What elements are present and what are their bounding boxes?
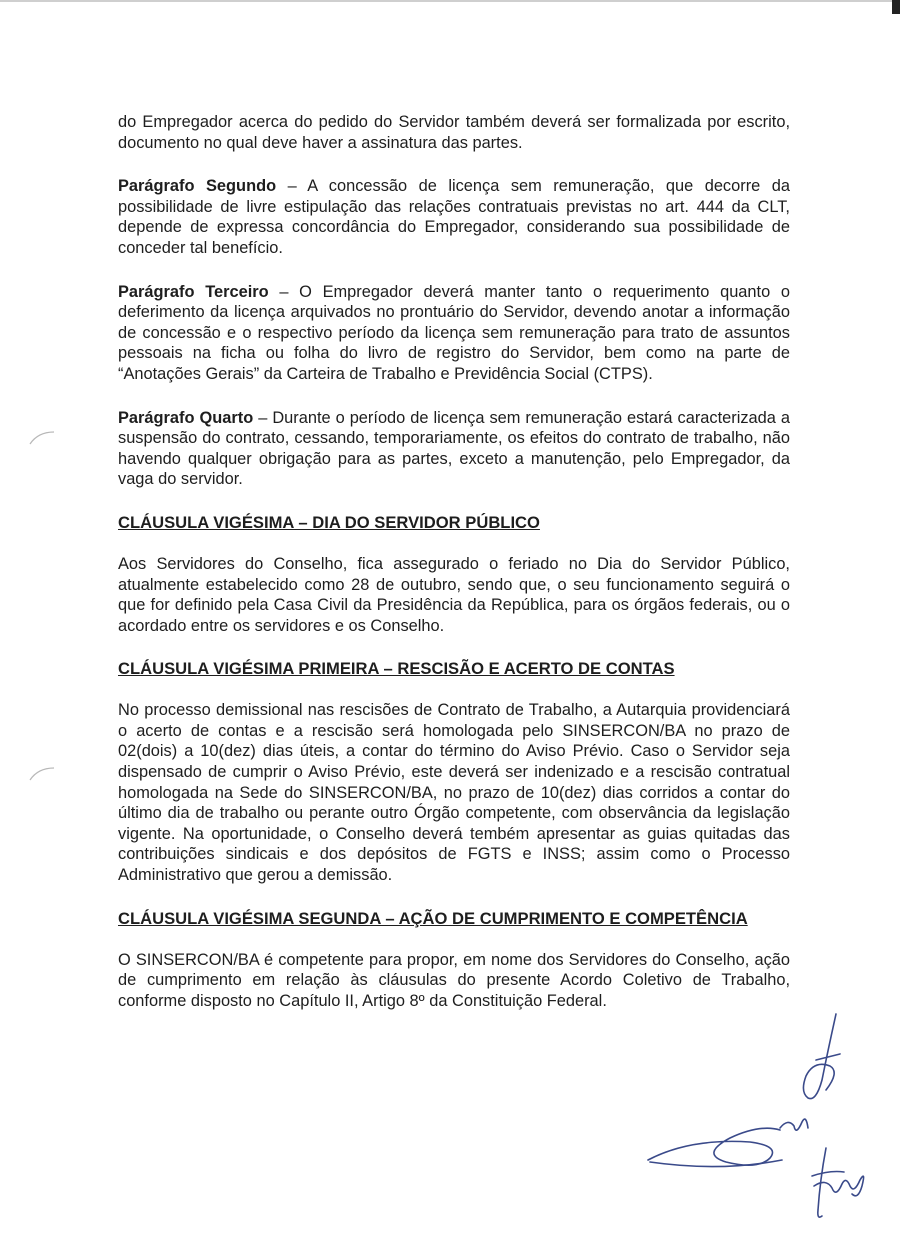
handwritten-signatures bbox=[630, 1010, 880, 1230]
clausula-vigesima-primeira-heading: CLÁUSULA VIGÉSIMA PRIMEIRA – RESCISÃO E ACERTO DE CONTAS bbox=[118, 659, 675, 679]
clausula-vigesima-segunda-text: O SINSERCON/BA é competente para propor, em nome dos Servidores do Conselho, ação de cumprimento em relação às cláusulas do presente Acordo Coletivo de Trabalho, conforme disposto no Capítulo II, Artigo 8º da Constituição Federal. bbox=[118, 950, 790, 1010]
clausula-vigesima-heading: CLÁUSULA VIGÉSIMA – DIA DO SERVIDOR PÚBLICO bbox=[118, 512, 540, 532]
paragrafo-segundo bbox=[118, 176, 790, 258]
paragrafo-terceiro-label: Parágrafo Terceiro bbox=[118, 282, 269, 301]
paragrafo-quarto-label: Parágrafo Quarto bbox=[118, 408, 254, 427]
clausula-vigesima-text: Aos Servidores do Conselho, fica assegurado o feriado no Dia do Servidor Público, atualmente estabelecido como 28 de outubro, sendo que, o seu funcionamento seguirá o que for definido pela Casa Civil da Presidência da República, para os órgãos federais, ou o acordado entre os servidores e os Conselho. bbox=[118, 554, 790, 635]
document-body bbox=[118, 112, 790, 1011]
paragrafo-quarto-text: – Durante o período de licença sem remuneração estará caracterizada a suspensão do contrato, cessando, temporariamente, os efeitos do contrato de trabalho, não havendo qualquer obrigação para as partes, exceto a manutenção, pelo Empregador, da vaga do servidor. bbox=[118, 408, 790, 489]
clausula-vigesima-primeira-text: No processo demissional nas rescisões de Contrato de Trabalho, a Autarquia providenciará o acerto de contas e a rescisão será homologada pelo SINSERCON/BA no prazo de 02(dois) a 10(dez) dias úteis, a contar do término do Aviso Prévio. Caso o Servidor seja dispensado de cumprir o Aviso Prévio, este deverá ser indenizado e a rescisão contratual homologada na Sede do SINSERCON/BA, no prazo de 10(dez) dias corridos a contar do último dia de trabalho ou perante outro Órgão competente, com observância da legislação vigente. Na oportunidade, o Conselho deverá tembém apresentar as guias quitadas das contribuições sindicais e dos depósitos de FGTS e INSS; assim como o Processo Administrativo que gerou a demissão. bbox=[118, 701, 790, 885]
intro-paragraph: do Empregador acerca do pedido do Servidor também deverá ser formalizada por escrito, documento no qual deve haver a assinatura das partes. bbox=[118, 113, 790, 152]
paragrafo-terceiro-text: – O Empregador deverá manter tanto o requerimento quanto o deferimento da licença arquivados no prontuário do Servidor, devendo anotar a informação de concessão e o respectivo período da licença sem remuneração para trato de assuntos pessoais na ficha ou folha do livro de registro do Servidor, bem como na parte de “Anotações Gerais” da Carteira de Trabalho e Previdência Social (CTPS). bbox=[118, 282, 791, 383]
paragrafo-segundo-text: – A concessão de licença sem remuneração, que decorre da possibilidade de livre estipulação das relações contratuais previstas no art. 444 da CLT, depende de expressa concordância do Empregador, considerando sua possibilidade de conceder tal benefício. bbox=[118, 177, 790, 257]
clausula-vigesima-segunda-heading: CLÁUSULA VIGÉSIMA SEGUNDA – AÇÃO DE CUMPRIMENTO E COMPETÊNCIA bbox=[118, 908, 748, 928]
paragrafo-segundo-label: Parágrafo Segundo bbox=[118, 177, 277, 196]
paragrafo-quarto bbox=[118, 408, 790, 490]
scan-margin-mark bbox=[28, 428, 58, 448]
scan-top-edge bbox=[0, 0, 900, 2]
paragrafo-terceiro bbox=[118, 282, 790, 385]
scan-margin-mark bbox=[28, 764, 58, 784]
scan-corner-mark bbox=[892, 0, 900, 14]
